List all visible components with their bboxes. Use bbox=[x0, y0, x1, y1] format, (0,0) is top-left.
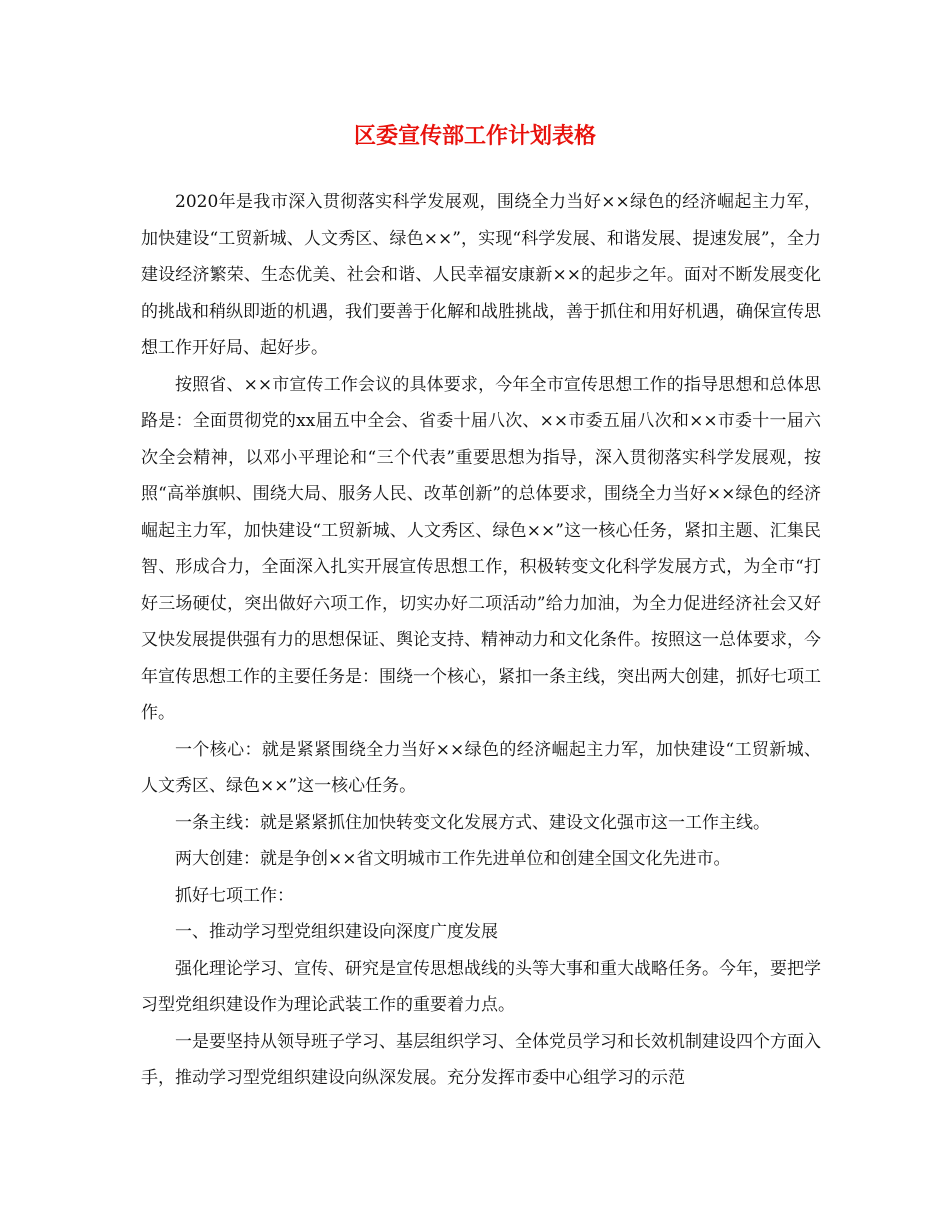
paragraph-2: 按照省、××市宣传工作会议的具体要求，今年全市宣传思想工作的指导思想和总体思路是：全面贯彻党的xx届五中全会、省委十届八次、××市委五届八次和××市委十一届六次全会精神，以邓小平理论和“三个代表”重要思想为指导，深入贯彻落实科学发展观，按照“高举旗帜、围绕大局、服务人民、改革创新”的总体要求，围绕全力当好××绿色的经济崛起主力军，加快建设“工贸新城、人文秀区、绿色××”这一核心任务，紧扣主题、汇集民智、形成合力，全面深入扎实开展宣传思想工作，积极转变文化科学发展方式，为全市“打好三场硬仗，突出做好六项工作，切实办好二项活动”给力加油，为全力促进经济社会又好又快发展提供强有力的思想保证、舆论支持、精神动力和文化条件。按照这一总体要求，今年宣传思想工作的主要任务是：围绕一个核心，紧扣一条主线，突出两大创建，抓好七项工作。 bbox=[141, 374, 821, 723]
document-body bbox=[141, 184, 821, 1097]
section-heading-1: 一、推动学习型党组织建设向深度广度发展 bbox=[175, 922, 498, 942]
document-title: 区委宣传部工作计划表格 bbox=[353, 123, 596, 149]
paragraph-8: 一是要坚持从领导班子学习、基层组织学习、全体党员学习和长效机制建设四个方面入手，推动学习型党组织建设向纵深发展。充分发挥市委中心组学习的示范 bbox=[141, 1031, 821, 1088]
paragraph-7: 强化理论学习、宣传、研究是宣传思想战线的头等大事和重大战略任务。今年，要把学习型党组织建设作为理论武装工作的重要着力点。 bbox=[141, 958, 821, 1015]
paragraph-3: 一个核心：就是紧紧围绕全力当好××绿色的经济崛起主力军，加快建设“工贸新城、人文秀区、绿色××”这一核心任务。 bbox=[141, 739, 821, 796]
paragraph-4: 一条主线：就是紧紧抓住加快转变文化发展方式、建设文化强市这一工作主线。 bbox=[175, 812, 770, 833]
paragraph-1: 2020年是我市深入贯彻落实科学发展观，围绕全力当好××绿色的经济崛起主力军，加快建设“工贸新城、人文秀区、绿色××”，实现“科学发展、和谐发展、提速发展”，全力建设经济繁荣、生态优美、社会和谐、人民幸福安康新××的起步之年。面对不断发展变化的挑战和稍纵即逝的机遇，我们要善于化解和战胜挑战，善于抓住和用好机遇，确保宣传思想工作开好局、起好步。 bbox=[141, 192, 821, 358]
paragraph-5: 两大创建：就是争创××省文明城市工作先进单位和创建全国文化先进市。 bbox=[175, 849, 731, 869]
paragraph-6: 抓好七项工作： bbox=[175, 885, 294, 906]
